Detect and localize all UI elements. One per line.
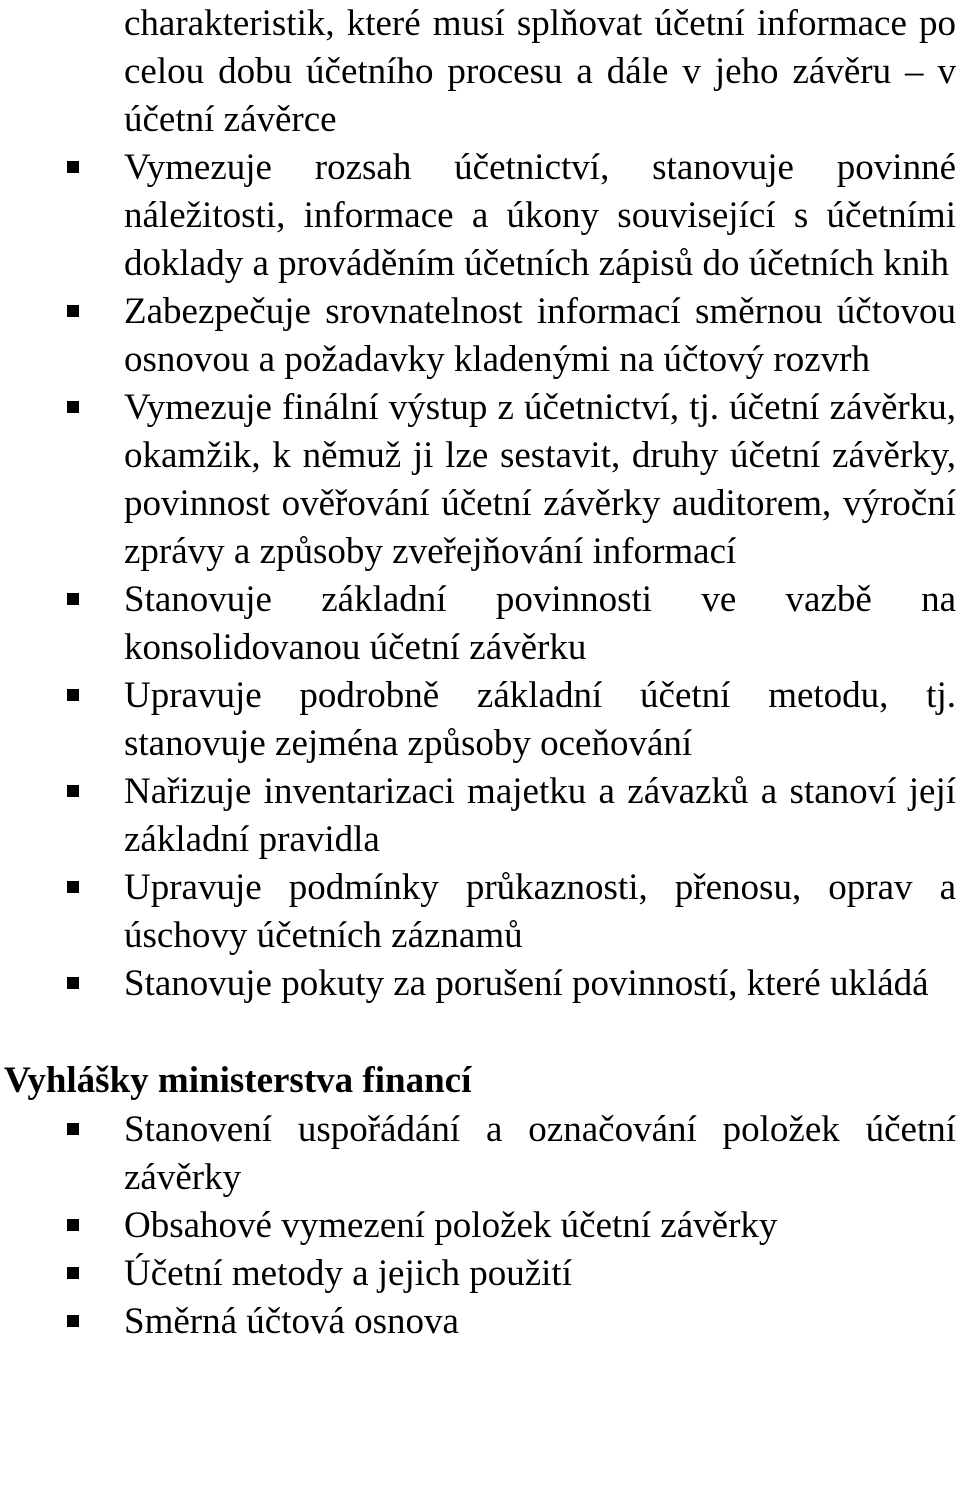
list-item-text: Upravuje podrobně základní účetní metodu, tj. stanovuje zejména způsoby oceňování xyxy=(124,675,956,764)
list-item-text: Upravuje podmínky průkaznosti, přenosu, oprav a úschovy účetních záznamů xyxy=(124,867,956,956)
list-item-text: Obsahové vymezení položek účetní závěrky xyxy=(124,1205,778,1246)
square-bullet-icon xyxy=(67,593,79,605)
list-item-text: Zabezpečuje srovnatelnost informací směrnou účtovou osnovou a požadavky kladenými na účtový rozvrh xyxy=(124,291,956,380)
square-bullet-icon xyxy=(67,305,79,317)
square-bullet-icon xyxy=(67,785,79,797)
square-bullet-icon xyxy=(67,1267,79,1279)
square-bullet-icon xyxy=(67,1219,79,1231)
list-item xyxy=(124,1298,956,1346)
list-item xyxy=(124,384,956,576)
list-item-text: Stanovuje pokuty za porušení povinností, které ukládá xyxy=(124,963,929,1004)
square-bullet-icon xyxy=(67,977,79,989)
list-item-text: Vymezuje rozsah účetnictví, stanovuje povinné náležitosti, informace a úkony související s účetními doklady a prováděním účetních zápisů do účetních knih xyxy=(124,147,956,284)
intro-paragraph: charakteristik, které musí splňovat účetní informace po celou dobu účetního procesu a dále v jeho závěru – v účetní závěrce xyxy=(124,3,956,140)
list-item xyxy=(124,672,956,768)
list-item xyxy=(124,576,956,672)
square-bullet-icon xyxy=(67,1123,79,1135)
act-bullet-list xyxy=(0,144,960,1008)
list-item-text: Účetní metody a jejich použití xyxy=(124,1253,572,1294)
list-item xyxy=(124,288,956,384)
list-item xyxy=(124,864,956,960)
list-item-text: Směrná účtová osnova xyxy=(124,1301,459,1342)
square-bullet-icon xyxy=(67,161,79,173)
list-item xyxy=(124,144,956,288)
list-item-text: Vymezuje finální výstup z účetnictví, tj. účetní závěrku, okamžik, k němuž ji lze sestavit, druhy účetní závěrky, povinnost ověřování účetní závěrky auditorem, výroční zprávy a způsoby zveřejňování informací xyxy=(124,387,956,572)
square-bullet-icon xyxy=(67,401,79,413)
list-item-text: Stanovuje základní povinnosti ve vazbě na konsolidovanou účetní závěrku xyxy=(124,579,956,668)
square-bullet-icon xyxy=(67,881,79,893)
square-bullet-icon xyxy=(67,689,79,701)
list-item xyxy=(124,1106,956,1202)
list-item xyxy=(124,1202,956,1250)
decree-bullet-list xyxy=(0,1106,960,1346)
square-bullet-icon xyxy=(67,1315,79,1327)
list-item xyxy=(124,960,956,1008)
list-item-text: Nařizuje inventarizaci majetku a závazků a stanoví její základní pravidla xyxy=(124,771,956,860)
list-item xyxy=(124,768,956,864)
section-heading: Vyhlášky ministerstva financí xyxy=(4,1060,472,1101)
list-item xyxy=(124,1250,956,1298)
list-item-text: Stanovení uspořádání a označování položek účetní závěrky xyxy=(124,1109,956,1198)
